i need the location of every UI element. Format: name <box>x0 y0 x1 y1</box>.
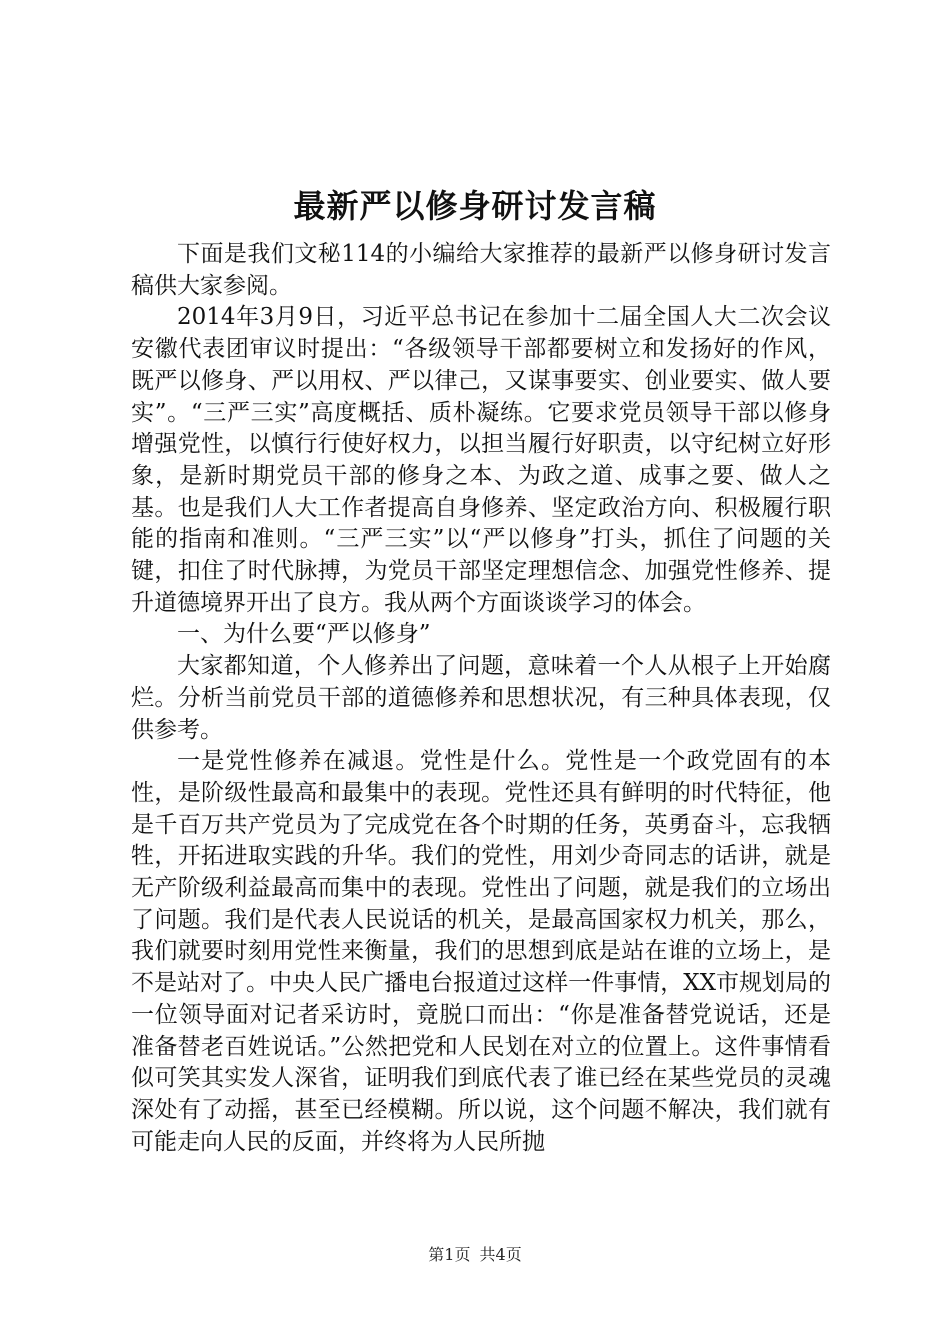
document-body <box>131 239 831 1158</box>
page-number: 第1页 <box>428 1245 471 1264</box>
paragraph-background: 2014年3月9日，习近平总书记在参加十二届全国人大二次会议安徽代表团审议时提出：“各级领导干部都要树立和发扬好的作风，既严以修身、严以用权、严以律己，又谋事要实、创业要实、做人要实”。“三严三实”高度概括、质朴凝练。它要求党员领导干部以修身增强党性，以慎行行使好权力，以担当履行好职责，以守纪树立好形象，是新时期党员干部的修身之本、为政之道、成事之要、做人之基。也是我们人大工作者提高自身修养、坚定政治方向、积极履行职能的指南和准则。“三严三实”以“严以修身”打头，抓住了问题的关键，扣住了时代脉搏，为党员干部坚定理想信念、加强党性修养、提升道德境界开出了良方。我从两个方面谈谈学习的体会。 <box>131 304 831 616</box>
page-total: 共4页 <box>479 1245 522 1264</box>
page-footer <box>0 1245 950 1265</box>
paragraph-intro: 下面是我们文秘114的小编给大家推荐的最新严以修身研讨发言稿供大家参阅。 <box>131 241 831 299</box>
document-title: 最新严以修身研讨发言稿 <box>293 187 657 225</box>
paragraph-point-1: 一是党性修养在减退。党性是什么。党性是一个政党固有的本性，是阶级性最高和最集中的表现。党性还具有鲜明的时代特征，他是千百万共产党员为了完成党在各个时期的任务，英勇奋斗，忘我牺牲，开拓进取实践的升华。我们的党性，用刘少奇同志的话讲，就是无产阶级利益最高而集中的表现。党性出了问题，就是我们的立场出了问题。我们是代表人民说话的机关，是最高国家权力机关，那么，我们就要时刻用党性来衡量，我们的思想到底是站在谁的立场上，是不是站对了。中央人民广播电台报道过这样一件事情，XX市规划局的一位领导面对记者采访时，竟脱口而出：“你是准备替党说话，还是准备替老百姓说话。”公然把党和人民划在对立的位置上。这件事情看似可笑其实发人深省，证明我们到底代表了谁已经在某些党员的灵魂深处有了动摇，甚至已经模糊。所以说，这个问题不解决，我们就有可能走向人民的反面，并终将为人民所抛 <box>131 748 831 1155</box>
section-heading-1: 一、为什么要“严以修身” <box>177 621 431 648</box>
paragraph-section-1-intro: 大家都知道，个人修养出了问题，意味着一个人从根子上开始腐烂。分析当前党员干部的道德修养和思想状况，有三种具体表现，仅供参考。 <box>131 653 831 743</box>
